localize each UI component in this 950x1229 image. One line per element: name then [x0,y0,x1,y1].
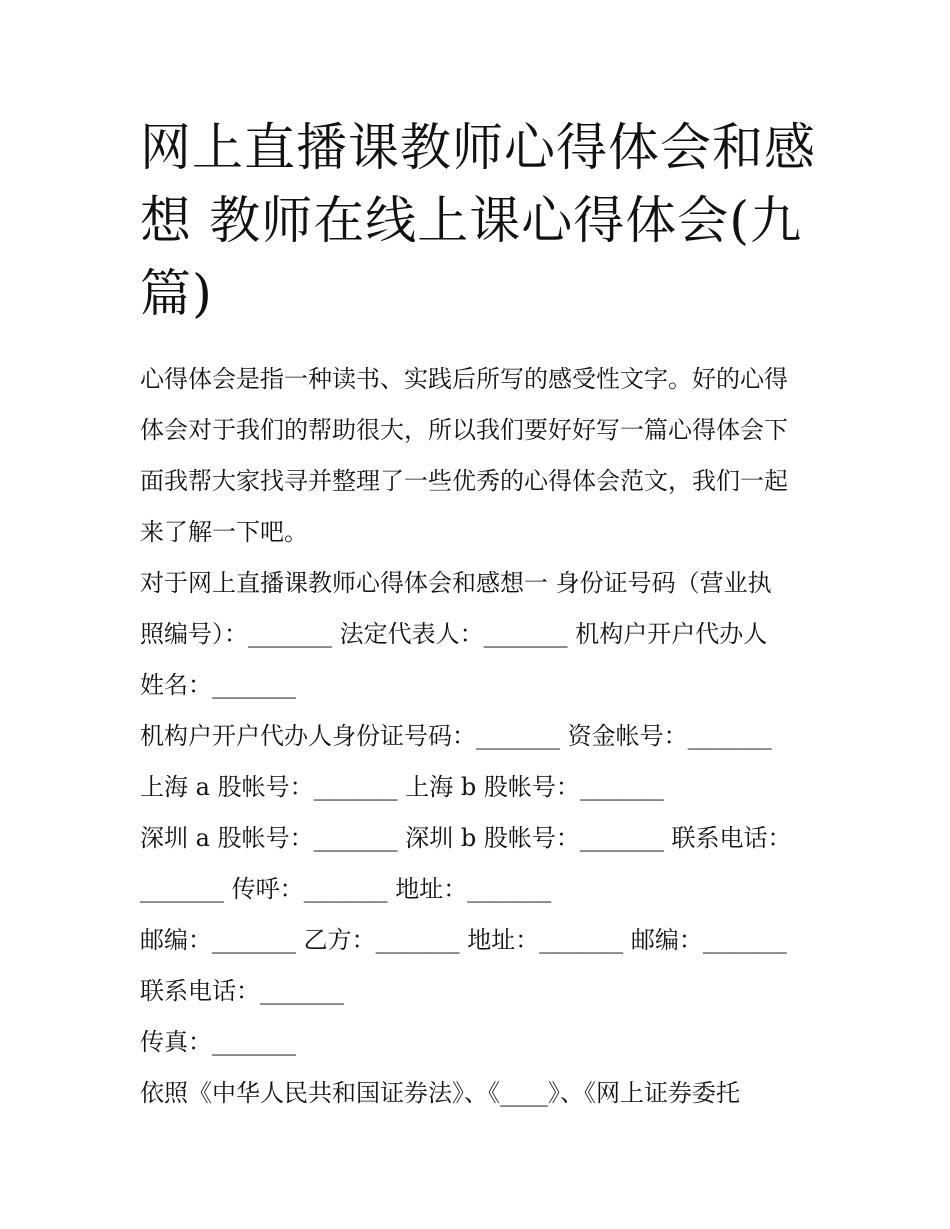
title-line: 篇) [140,265,213,324]
title-line: 网上直播课教师心得体会和感 [140,119,817,178]
body-line: 邮编：_______ 乙方：_______ 地址：_______ 邮编：_______ [140,926,787,954]
body-line: 机构户开户代办人身份证号码：_______ 资金帐号：_______ [140,722,772,750]
body-line: 联系电话：_______ [140,977,344,1005]
body-line: 心得体会是指一种读书、实践后所写的感受性文字。好的心得 [140,365,788,393]
document-body [140,354,840,1119]
body-line: 照编号）：_______ 法定代表人：_______ 机构户开户代办人 [140,620,768,648]
body-line: 面我帮大家找寻并整理了一些优秀的心得体会范文，我们一起 [140,467,788,495]
body-line: 传真：_______ [140,1028,296,1056]
title-line: 想 教师在线上课心得体会(九 [140,192,803,251]
body-line: 依照《中华人民共和国证券法》、《____》、《网上证券委托 [140,1079,740,1107]
body-line: 姓名：_______ [140,671,296,699]
body-line: 对于网上直播课教师心得体会和感想一 身份证号码（营业执 [140,569,772,597]
body-line: 深圳 a 股帐号：_______ 深圳 b 股帐号：_______ 联系电话： [140,824,792,852]
body-line: 体会对于我们的帮助很大，所以我们要好好写一篇心得体会下 [140,416,788,444]
body-line: 来了解一下吧。 [140,518,308,546]
document-title [140,112,820,331]
body-line: 上海 a 股帐号：_______ 上海 b 股帐号：_______ [140,773,664,801]
body-line: _______ 传呼：_______ 地址：_______ [140,875,552,903]
